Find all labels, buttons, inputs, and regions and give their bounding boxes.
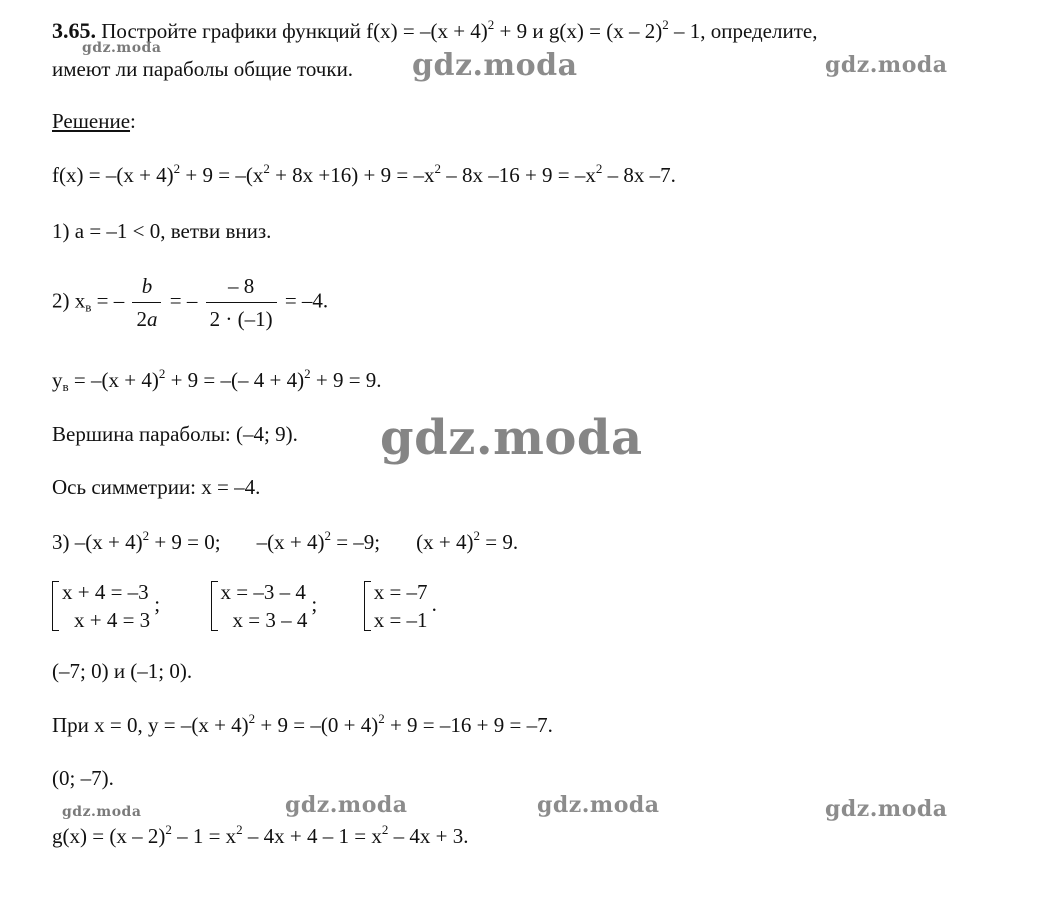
math-text: + 9 = 9. bbox=[310, 368, 382, 392]
math-text: = –(x + 4) bbox=[68, 368, 159, 392]
fraction-numerator: b bbox=[132, 272, 161, 303]
system-row: x = –1 bbox=[373, 608, 428, 632]
system-row: x + 4 = 3 bbox=[74, 608, 151, 632]
exponent: 2 bbox=[381, 822, 389, 837]
problem-text-part-1: Постройте графики функций f(x) = –(x + 4) bbox=[101, 19, 488, 43]
watermark: gdz.moda bbox=[82, 40, 162, 56]
math-text: – 4x + 3. bbox=[388, 824, 469, 848]
axis-text: Ось симметрии: x = –4. bbox=[52, 475, 261, 499]
math-text: + 9 = –(x bbox=[180, 163, 264, 187]
exponent: 2 bbox=[324, 528, 331, 543]
watermark: gdz.moda bbox=[825, 796, 948, 822]
watermark: gdz.moda bbox=[412, 48, 578, 83]
math-text: 3) –(x + 4) bbox=[52, 530, 143, 554]
fraction-denominator bbox=[132, 303, 161, 333]
exponent: 2 bbox=[142, 528, 150, 543]
math-text: + 9 = –(0 + 4) bbox=[255, 713, 379, 737]
problem-text-line-2: имеют ли параболы общие точки. bbox=[52, 57, 354, 81]
math-text: = –4. bbox=[279, 288, 329, 313]
roots-text: (–7; 0) и (–1; 0). bbox=[52, 659, 193, 683]
math-text: – 4x + 4 – 1 = x bbox=[242, 824, 382, 848]
exponent: 2 bbox=[248, 711, 256, 726]
math-text: (x + 4) bbox=[416, 530, 474, 554]
exponent: 2 bbox=[165, 822, 172, 837]
math-text: –(x + 4) bbox=[256, 530, 325, 554]
systems-row bbox=[52, 578, 437, 634]
math-text: При x = 0, y = –(x + 4) bbox=[52, 713, 249, 737]
exponent: 2 bbox=[263, 161, 270, 176]
exponent: 2 bbox=[487, 17, 495, 32]
step-2 bbox=[52, 272, 328, 333]
math-text: 2 bbox=[136, 307, 147, 331]
solution-heading: Решение: bbox=[52, 109, 136, 133]
math-text: + 8x +16) + 9 = –x bbox=[269, 163, 435, 187]
step-1 bbox=[52, 218, 271, 244]
system-2 bbox=[211, 578, 308, 634]
math-text: – 8x –16 + 9 = –x bbox=[440, 163, 596, 187]
math-text: – 8x –7. bbox=[602, 163, 676, 187]
at-zero-line bbox=[52, 712, 553, 738]
fraction-b-over-2a bbox=[132, 272, 161, 333]
fraction-denominator: 2 · (–1) bbox=[209, 307, 273, 331]
g-expansion bbox=[52, 823, 468, 849]
exponent: 2 bbox=[662, 17, 669, 32]
problem-number: 3.65. bbox=[52, 18, 96, 43]
system-3 bbox=[364, 578, 428, 634]
math-text: = – bbox=[169, 288, 198, 313]
y-vertex bbox=[52, 367, 382, 393]
math-text: a bbox=[146, 307, 158, 331]
solution-label: Решение bbox=[52, 109, 131, 133]
math-text: f(x) = –(x + 4) bbox=[52, 163, 174, 187]
math-text: y bbox=[52, 368, 63, 392]
watermark: gdz.moda bbox=[537, 792, 660, 818]
math-text: = –9; bbox=[330, 530, 381, 554]
f-expansion bbox=[52, 162, 676, 188]
problem-text-part-2: + 9 и g(x) = (x – 2) bbox=[494, 19, 663, 43]
watermark: gdz.moda bbox=[285, 792, 408, 818]
fraction-numerator: – 8 bbox=[206, 272, 277, 303]
step-3 bbox=[52, 529, 518, 555]
watermark: gdz.moda bbox=[380, 410, 643, 466]
exponent: 2 bbox=[595, 161, 603, 176]
exponent: 2 bbox=[173, 161, 181, 176]
point-text: (0; –7). bbox=[52, 766, 114, 790]
system-1 bbox=[52, 578, 150, 634]
fraction-minus8-over-2x-minus1 bbox=[206, 272, 277, 333]
math-text: + 9 = –16 + 9 = –7. bbox=[384, 713, 553, 737]
exponent: 2 bbox=[378, 711, 385, 726]
system-row: x + 4 = –3 bbox=[62, 580, 149, 604]
watermark: gdz.moda bbox=[62, 804, 142, 820]
math-text: + 9 = –(– 4 + 4) bbox=[165, 368, 305, 392]
exponent: 2 bbox=[434, 161, 441, 176]
problem-text-part-3: – 1, определите, bbox=[668, 19, 818, 43]
problem-statement-line-2 bbox=[52, 56, 353, 82]
exponent: 2 bbox=[236, 822, 243, 837]
axis-line bbox=[52, 474, 260, 500]
step-1-text: 1) a = –1 < 0, ветви вниз. bbox=[52, 219, 272, 243]
watermark: gdz.moda bbox=[825, 52, 948, 78]
separator: . bbox=[431, 591, 437, 616]
system-row: x = 3 – 4 bbox=[232, 608, 308, 632]
exponent: 2 bbox=[473, 528, 480, 543]
math-text: – 1 = x bbox=[171, 824, 237, 848]
separator: ; bbox=[311, 591, 318, 616]
vertex-line bbox=[52, 421, 298, 447]
subscript: в bbox=[85, 299, 92, 315]
roots-line bbox=[52, 658, 192, 684]
math-text: = 9. bbox=[479, 530, 519, 554]
subscript: в bbox=[62, 379, 69, 394]
system-row: x = –3 – 4 bbox=[220, 580, 306, 604]
math-text: g(x) = (x – 2) bbox=[52, 824, 166, 848]
exponent: 2 bbox=[158, 366, 166, 381]
math-text: = – bbox=[91, 288, 125, 313]
math-text: 2) x bbox=[52, 288, 86, 313]
separator: ; bbox=[154, 591, 161, 616]
system-row: x = –7 bbox=[373, 580, 428, 604]
point-line bbox=[52, 765, 114, 791]
math-text: + 9 = 0; bbox=[149, 530, 221, 554]
vertex-text: Вершина параболы: (–4; 9). bbox=[52, 422, 298, 446]
exponent: 2 bbox=[304, 366, 311, 381]
problem-statement-line-1 bbox=[52, 18, 817, 44]
